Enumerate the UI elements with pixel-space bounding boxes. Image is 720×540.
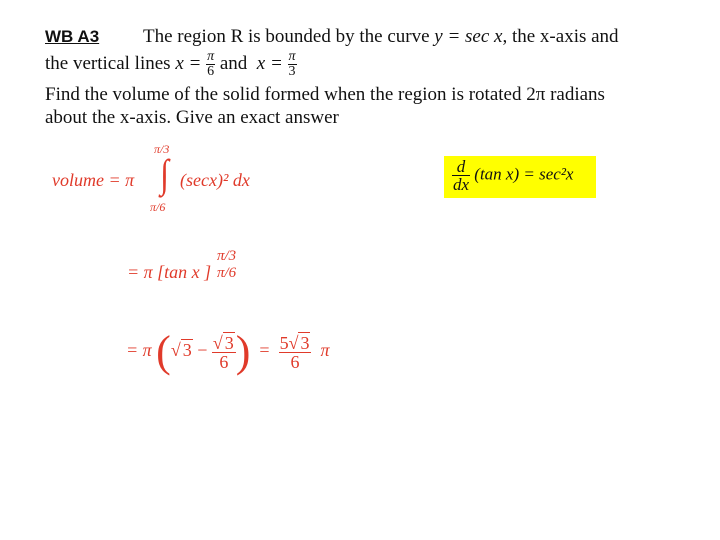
- fraction-denominator: 3: [288, 64, 296, 79]
- fraction-denominator: dx: [453, 175, 470, 194]
- minus-sign: −: [197, 340, 208, 361]
- curve-equation: y = sec x: [434, 26, 503, 47]
- x-equals-label: x =: [175, 52, 202, 74]
- question-line-1: [143, 26, 619, 48]
- fraction-result: [279, 334, 312, 371]
- fraction-denominator: 6: [212, 352, 236, 371]
- fraction-numerator: √ 3: [212, 332, 234, 353]
- fraction-pi-over-3: [288, 50, 297, 79]
- integral-upper-limit: π/3: [154, 142, 170, 156]
- derivative-highlight-box: [444, 156, 596, 198]
- question-text-tail: , the x-axis and: [502, 26, 619, 47]
- question-text: The region R is bounded by the curve: [143, 26, 430, 47]
- worked-example-label: WB A3: [45, 27, 100, 46]
- fraction-numerator: d: [456, 157, 466, 176]
- evaluation-upper-limit: π/3: [217, 248, 237, 264]
- derivative-body: (tan x) = sec²x: [474, 164, 574, 184]
- sqrt-radicand: 3: [300, 332, 310, 353]
- result-step: [126, 327, 330, 376]
- fraction-numerator: 5√ 3: [279, 332, 310, 353]
- derivative-expression: [452, 158, 573, 193]
- coefficient: 5: [279, 332, 289, 353]
- evaluation-step: = π [tan x ]: [127, 262, 212, 282]
- evaluation-lower-limit: π/6: [217, 265, 237, 282]
- equals-sign: =: [259, 340, 270, 361]
- left-paren-icon: (: [156, 327, 171, 376]
- evaluation-limits: [217, 248, 236, 283]
- question-text: the vertical lines: [45, 52, 171, 74]
- integral-sign-icon: ∫: [160, 151, 169, 196]
- fraction-sqrt3-over-6: [212, 334, 236, 371]
- integrand: (secx)² dx: [180, 170, 250, 190]
- sqrt-radicand: 3: [182, 340, 192, 361]
- and-word: and: [219, 52, 248, 74]
- sqrt-radicand: 3: [224, 332, 234, 353]
- question-line-2: [45, 50, 297, 79]
- pi-symbol: π: [320, 340, 330, 361]
- x-equals-label: x =: [256, 52, 283, 74]
- question-line-3: Find the volume of the solid formed when the region is rotated 2π radians: [45, 84, 605, 105]
- fraction-numerator: π: [288, 49, 296, 64]
- integral-lower-limit: π/6: [150, 200, 166, 214]
- fraction-pi-over-6: [206, 50, 215, 79]
- volume-label: volume = π: [52, 170, 135, 190]
- question-line-4: about the x-axis. Give an exact answer: [45, 107, 339, 128]
- right-paren-icon: ): [235, 327, 251, 376]
- derivative-operator: [452, 158, 470, 193]
- result-prefix: = π: [126, 340, 152, 361]
- fraction-numerator: π: [207, 49, 215, 64]
- fraction-denominator: 6: [207, 64, 215, 79]
- sqrt-term: √ 3: [170, 340, 192, 361]
- fraction-denominator: 6: [279, 352, 312, 371]
